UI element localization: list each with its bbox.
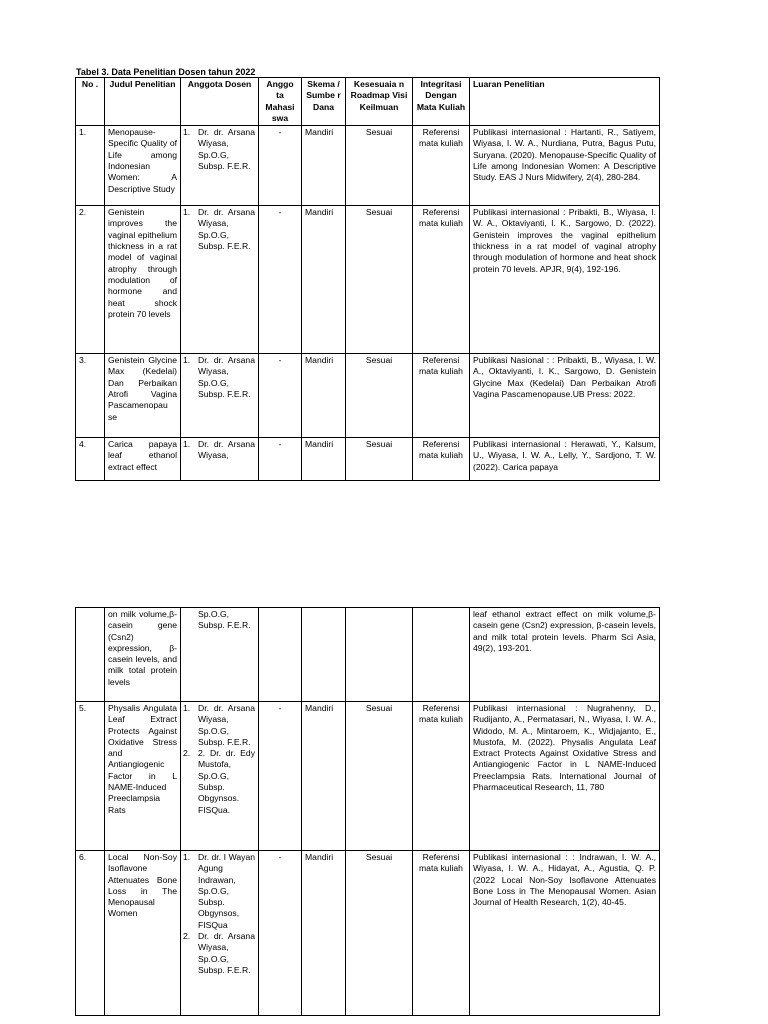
cell-kesesuaian xyxy=(346,608,413,702)
header-skema: Skema / Sumbe r Dana xyxy=(302,78,346,126)
cell-skema: Mandiri xyxy=(302,126,346,206)
cell-kesesuaian: Sesuai xyxy=(346,206,413,354)
anggota-name: Dr. dr. Arsana Wiyasa, Sp.O.G, Subsp. F.E.R. xyxy=(198,355,255,400)
anggota-item xyxy=(183,355,255,400)
cell-anggota-dosen xyxy=(181,354,259,438)
cell-anggota-dosen xyxy=(181,126,259,206)
anggota-item xyxy=(183,439,255,462)
cell-anggota-dosen xyxy=(181,608,259,702)
table-caption: Tabel 3. Data Penelitian Dosen tahun 2022 xyxy=(76,67,256,77)
anggota-number: 2. xyxy=(183,748,191,759)
cell-skema: Mandiri xyxy=(302,354,346,438)
cell-no: 1. xyxy=(76,126,105,206)
anggota-item xyxy=(183,207,255,252)
anggota-number: 2. xyxy=(183,931,191,942)
cell-kesesuaian: Sesuai xyxy=(346,702,413,851)
cell-integrasi: Referensi mata kuliah xyxy=(413,438,470,481)
table-row xyxy=(76,702,660,851)
table-row xyxy=(76,608,660,702)
table-row xyxy=(76,438,660,481)
cell-anggota-dosen xyxy=(181,702,259,851)
anggota-number: 1. xyxy=(183,439,191,450)
cell-skema: Mandiri xyxy=(302,702,346,851)
cell-judul: Menopause-Specific Quality of Life among Indonesian Women: A Descriptive Study xyxy=(105,126,181,206)
anggota-name: Dr. dr. Arsana Wiyasa, Sp.O.G, Subsp. F.E.R. xyxy=(198,703,255,747)
anggota-name: Dr. dr. Arsana Wiyasa, xyxy=(198,439,255,461)
table-header-row xyxy=(76,78,660,126)
cell-no: 2. xyxy=(76,206,105,354)
anggota-number: 1. xyxy=(183,852,191,862)
anggota-name: Sp.O.G, Subsp. F.E.R. xyxy=(198,609,251,631)
cell-no: 3. xyxy=(76,354,105,438)
cell-judul: on milk volume,β-casein gene (Csn2) expression, β-casein levels, and milk total protein levels xyxy=(105,608,181,702)
cell-integrasi: Referensi mata kuliah xyxy=(413,206,470,354)
table-row xyxy=(76,354,660,438)
cell-kesesuaian: Sesuai xyxy=(346,126,413,206)
cell-no xyxy=(76,608,105,702)
anggota-number: 1. xyxy=(183,355,191,366)
table-row xyxy=(76,126,660,206)
anggota-item xyxy=(183,127,255,172)
cell-mahasiswa: - xyxy=(259,851,302,1016)
anggota-name: 2. Dr. dr. Edy Mustofa, Sp.O.G, Subsp. Obgynsos. FISQua. xyxy=(198,748,255,815)
cell-judul: Genistein Glycine Max (Kedelai) Dan Perbaikan Atrofi Vagina Pascamenopau se xyxy=(105,354,181,438)
cell-integrasi: Referensi mata kuliah xyxy=(413,126,470,206)
anggota-name: Dr. dr. Arsana Wiyasa, Sp.O.G, Subsp. F.E.R. xyxy=(198,127,255,172)
anggota-item xyxy=(183,748,255,816)
cell-judul: Carica papaya leaf ethanol extract effect xyxy=(105,438,181,481)
anggota-number: 1. xyxy=(183,127,191,138)
cell-integrasi: Referensi mata kuliah xyxy=(413,851,470,1016)
cell-mahasiswa: - xyxy=(259,126,302,206)
anggota-item xyxy=(183,852,255,931)
cell-mahasiswa: - xyxy=(259,438,302,481)
cell-mahasiswa: - xyxy=(259,702,302,851)
anggota-item xyxy=(183,609,255,632)
cell-anggota-dosen xyxy=(181,206,259,354)
cell-mahasiswa: - xyxy=(259,206,302,354)
cell-mahasiswa: - xyxy=(259,354,302,438)
anggota-name: Dr. dr. Arsana Wiyasa, Sp.O.G, Subsp. F.E.R. xyxy=(198,931,255,975)
cell-luaran: Publikasi Nasional : : Pribakti, B., Wiyasa, I. W. A., Oktaviyanti, I. K., Sargowo, D. Genistein Glycine Max (Kedelai) Dan Perbaikan Atrofi Vagina Pascamenopause.UB Press: 2022. xyxy=(470,354,660,438)
cell-integrasi: Referensi mata kuliah xyxy=(413,702,470,851)
table-row xyxy=(76,851,660,1016)
header-integrasi: Integritasi Dengan Mata Kuliah xyxy=(413,78,470,126)
cell-mahasiswa xyxy=(259,608,302,702)
header-kesesuaian: Kesesuaia n Roadmap Visi Keilmuan xyxy=(346,78,413,126)
anggota-name: Dr. dr. Arsana Wiyasa, Sp.O.G, Subsp. F.E.R. xyxy=(198,207,255,252)
header-anggota-dosen: Anggota Dosen xyxy=(181,78,259,126)
research-table-page-2 xyxy=(75,607,660,1016)
cell-luaran: leaf ethanol extract effect on milk volume,β-casein gene (Csn2) expression, β-casein levels, and milk total protein levels. Pharm Sci Asia, 49(2), 193-201. xyxy=(470,608,660,702)
cell-skema xyxy=(302,608,346,702)
cell-luaran: Publikasi internasional : Herawati, Y., Kalsum, U., Wiyasa, I. W. A., Lelly, Y., Sardjono, T. W. (2022). Carica papaya xyxy=(470,438,660,481)
header-judul: Judul Penelitian xyxy=(105,78,181,126)
cell-judul: Local Non-Soy Isoflavone Attenuates Bone Loss in The Menopausal Women xyxy=(105,851,181,1016)
anggota-number: 1. xyxy=(183,207,191,218)
cell-no: 5. xyxy=(76,702,105,851)
table-row xyxy=(76,206,660,354)
anggota-name: Dr. dr. I Wayan Agung Indrawan, Sp.O.G, Subsp. Obgynsos, FISQua xyxy=(198,852,255,930)
cell-integrasi xyxy=(413,608,470,702)
anggota-item xyxy=(183,931,255,976)
cell-kesesuaian: Sesuai xyxy=(346,851,413,1016)
cell-no: 6. xyxy=(76,851,105,1016)
cell-no: 4. xyxy=(76,438,105,481)
cell-anggota-dosen xyxy=(181,438,259,481)
cell-judul: Genistein improves the vaginal epithelium thickness in a rat model of vaginal atrophy through modulation of hormone and heat shock protein 70 levels xyxy=(105,206,181,354)
cell-luaran: Publikasi internasional : : Indrawan, I. W. A., Wiyasa, I. W. A., Hidayat, A., Agustia, Q. P. (2022 Local Non-Soy Isoflavone Attenuates Bone Loss in The Menopausal Women. Asian Journal of Health Research, 1(2), 40-45. xyxy=(470,851,660,1016)
cell-kesesuaian: Sesuai xyxy=(346,354,413,438)
cell-skema: Mandiri xyxy=(302,438,346,481)
anggota-item xyxy=(183,703,255,748)
cell-judul: Physalis Angulata Leaf Extract Protects Against Oxidative Stress and Antiangiogenic Factor in L NAME-Induced Preeclampsia Rats xyxy=(105,702,181,851)
research-table-page-1 xyxy=(75,77,660,481)
cell-integrasi: Referensi mata kuliah xyxy=(413,354,470,438)
cell-luaran: Publikasi internasional : Hartanti, R., Satiyem, Wiyasa, I. W. A., Nurdiana, Putra, Bagus Putu, Suryana. (2020). Menopause-Specific Quality of Life among Indonesian Women: A Descriptive Study. EAS J Nurs Midwifery, 2(4), 280-284. xyxy=(470,126,660,206)
header-no: No . xyxy=(76,78,105,126)
cell-luaran: Publikasi internasional : Nugrahenny, D., Rudijanto, A., Permatasari, N., Wiyasa, I. W. A., Widodo, M. A., Mintaroem, K., Widjajanto, E., Mustofa, M. (2022). Physalis Angulata Leaf Extract Protects Against Oxidative Stress and Antiangiogenic Factor in L NAME-Induced Preeclampsia Rats. International Journal of Pharmaceutical Research, 11, 780 xyxy=(470,702,660,851)
header-anggota-mahasiswa: Anggo ta Mahasi swa xyxy=(259,78,302,126)
cell-skema: Mandiri xyxy=(302,206,346,354)
cell-anggota-dosen xyxy=(181,851,259,1016)
cell-skema: Mandiri xyxy=(302,851,346,1016)
cell-kesesuaian: Sesuai xyxy=(346,438,413,481)
header-luaran: Luaran Penelitian xyxy=(470,78,660,126)
cell-luaran: Publikasi internasional : Pribakti, B., Wiyasa, I. W. A., Oktaviyanti, I. K., Sargowo, D. (2022). Genistein improves the vaginal epithelium thickness in a rat model of vaginal atrophy through modulation of hormone and heat shock protein 70 levels. APJR, 9(4), 192-196. xyxy=(470,206,660,354)
anggota-number: 1. xyxy=(183,703,191,713)
